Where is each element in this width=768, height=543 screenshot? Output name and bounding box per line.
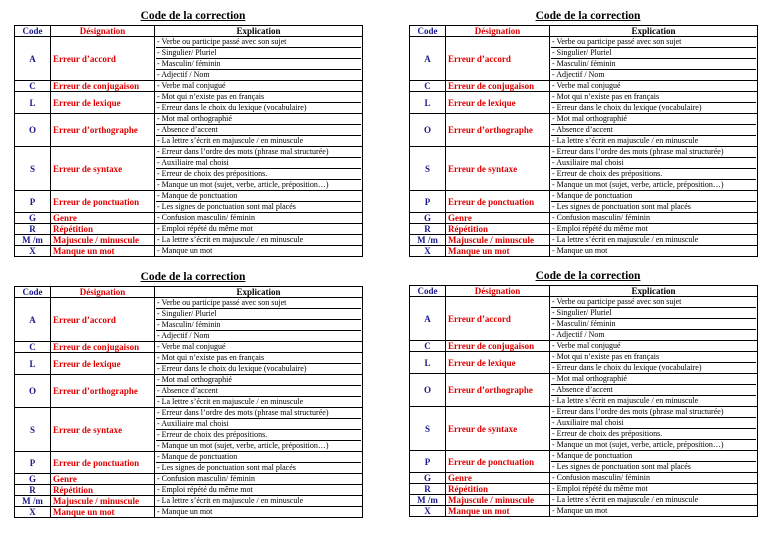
table-row bbox=[15, 235, 363, 246]
error-explication bbox=[550, 147, 758, 191]
explication-line: - Manque un mot (sujet, verbe, article, préposition…) bbox=[551, 179, 756, 190]
header-row bbox=[15, 26, 363, 37]
error-code: S bbox=[15, 147, 51, 191]
explication-line: - Mot mal orthographié bbox=[552, 114, 627, 123]
error-explication bbox=[155, 191, 363, 213]
error-explication bbox=[550, 495, 758, 506]
error-explication bbox=[550, 451, 758, 473]
explication-line: - Mot qui n’existe pas en français bbox=[157, 92, 265, 101]
correction-table bbox=[409, 285, 758, 517]
error-explication bbox=[155, 114, 363, 147]
error-designation: Erreur de syntaxe bbox=[51, 147, 155, 191]
error-designation: Majuscule / minuscule bbox=[446, 235, 550, 246]
explication-line: - Verbe ou participe passé avec son sujet bbox=[552, 37, 682, 46]
error-designation: Erreur de conjugaison bbox=[446, 341, 550, 352]
table-row bbox=[15, 147, 363, 191]
error-code: A bbox=[15, 298, 51, 342]
error-code: X bbox=[410, 246, 446, 257]
header-row bbox=[410, 286, 758, 297]
table-row bbox=[15, 507, 363, 518]
explication-line: - Emploi répété du même mot bbox=[552, 484, 648, 493]
table-row bbox=[410, 506, 758, 517]
error-code: C bbox=[410, 341, 446, 352]
error-code: L bbox=[15, 92, 51, 114]
explication-line: - Les signes de ponctuation sont mal placés bbox=[551, 201, 756, 212]
error-designation: Genre bbox=[446, 213, 550, 224]
explication-line: - Verbe mal conjugué bbox=[157, 342, 226, 351]
explication-line: - Masculin/ féminin bbox=[551, 58, 756, 69]
explication-line: - Mot qui n’existe pas en français bbox=[552, 92, 660, 101]
error-explication bbox=[550, 484, 758, 495]
table-row bbox=[15, 353, 363, 375]
explication-line: - Auxiliaire mal choisi bbox=[551, 157, 756, 168]
error-designation: Erreur de ponctuation bbox=[446, 191, 550, 213]
correction-panel-top-left bbox=[14, 8, 362, 257]
explication-line: - Erreur de choix des prépositions. bbox=[551, 168, 756, 179]
error-explication bbox=[550, 246, 758, 257]
table-row bbox=[410, 352, 758, 374]
table-row bbox=[15, 81, 363, 92]
error-designation: Erreur de syntaxe bbox=[51, 408, 155, 452]
explication-line: - Masculin/ féminin bbox=[156, 319, 361, 330]
error-designation: Erreur de ponctuation bbox=[446, 451, 550, 473]
error-code: X bbox=[15, 507, 51, 518]
error-designation: Genre bbox=[51, 213, 155, 224]
header-code: Code bbox=[410, 26, 446, 37]
error-explication bbox=[155, 147, 363, 191]
header-explication: Explication bbox=[550, 26, 758, 37]
table-row bbox=[15, 246, 363, 257]
error-designation: Erreur d’orthographe bbox=[446, 374, 550, 407]
error-explication bbox=[550, 114, 758, 147]
explication-line: - Manque de ponctuation bbox=[552, 191, 633, 200]
error-designation: Erreur de syntaxe bbox=[446, 407, 550, 451]
error-designation: Répétition bbox=[446, 484, 550, 495]
error-designation: Erreur de conjugaison bbox=[51, 81, 155, 92]
explication-line: - Singulier/ Pluriel bbox=[551, 307, 756, 318]
explication-line: - Absence d’accent bbox=[551, 124, 756, 135]
explication-line: - Verbe ou participe passé avec son sujet bbox=[157, 298, 287, 307]
explication-line: - Confusion masculin/ féminin bbox=[552, 473, 650, 482]
explication-line: - La lettre s’écrit en majuscule / en minuscule bbox=[552, 235, 699, 244]
table-row bbox=[15, 452, 363, 474]
error-code: G bbox=[15, 213, 51, 224]
explication-line: - Les signes de ponctuation sont mal placés bbox=[551, 461, 756, 472]
error-code: C bbox=[15, 81, 51, 92]
error-code: O bbox=[15, 375, 51, 408]
explication-line: - Singulier/ Pluriel bbox=[156, 47, 361, 58]
explication-line: - Singulier/ Pluriel bbox=[156, 308, 361, 319]
error-explication bbox=[155, 298, 363, 342]
panel-title: Code de la correction bbox=[140, 10, 246, 22]
table-row bbox=[410, 224, 758, 235]
header-designation: Désignation bbox=[51, 287, 155, 298]
header-designation: Désignation bbox=[446, 286, 550, 297]
header-designation: Désignation bbox=[446, 26, 550, 37]
error-designation: Erreur d’accord bbox=[446, 297, 550, 341]
table-row bbox=[15, 191, 363, 213]
table-row bbox=[15, 375, 363, 408]
table-row bbox=[410, 297, 758, 341]
explication-line: - Erreur de choix des prépositions. bbox=[156, 429, 361, 440]
explication-line: - Mot qui n’existe pas en français bbox=[552, 352, 660, 361]
error-designation: Erreur d’orthographe bbox=[51, 375, 155, 408]
error-designation: Manque un mot bbox=[51, 507, 155, 518]
error-designation: Manque un mot bbox=[446, 506, 550, 517]
error-explication bbox=[155, 342, 363, 353]
explication-line: - Erreur dans l’ordre des mots (phrase mal structurée) bbox=[552, 407, 724, 416]
table-row bbox=[15, 37, 363, 81]
error-explication bbox=[550, 191, 758, 213]
error-explication bbox=[155, 213, 363, 224]
error-code: X bbox=[15, 246, 51, 257]
error-designation: Majuscule / minuscule bbox=[51, 496, 155, 507]
error-explication bbox=[550, 352, 758, 374]
error-code: P bbox=[15, 452, 51, 474]
error-code: A bbox=[15, 37, 51, 81]
explication-line: - Erreur de choix des prépositions. bbox=[156, 168, 361, 179]
table-row bbox=[410, 81, 758, 92]
explication-line: - Emploi répété du même mot bbox=[157, 224, 253, 233]
error-explication bbox=[550, 235, 758, 246]
explication-line: - Manque un mot bbox=[157, 507, 213, 516]
table-row bbox=[15, 114, 363, 147]
table-row bbox=[410, 484, 758, 495]
correction-table bbox=[409, 25, 758, 257]
error-designation: Erreur de lexique bbox=[446, 352, 550, 374]
explication-line: - La lettre s’écrit en majuscule / en minuscule bbox=[551, 395, 756, 406]
error-code: M /m bbox=[15, 496, 51, 507]
error-code: G bbox=[15, 474, 51, 485]
explication-line: - Les signes de ponctuation sont mal placés bbox=[156, 201, 361, 212]
header-explication: Explication bbox=[550, 286, 758, 297]
error-explication bbox=[155, 408, 363, 452]
explication-line: - Singulier/ Pluriel bbox=[551, 47, 756, 58]
table-row bbox=[410, 114, 758, 147]
explication-line: - Verbe mal conjugué bbox=[552, 81, 621, 90]
explication-line: - La lettre s’écrit en majuscule / en minuscule bbox=[552, 495, 699, 504]
header-explication: Explication bbox=[155, 26, 363, 37]
error-designation: Majuscule / minuscule bbox=[446, 495, 550, 506]
error-code: R bbox=[15, 224, 51, 235]
table-row bbox=[410, 92, 758, 114]
error-explication bbox=[155, 452, 363, 474]
error-explication bbox=[550, 374, 758, 407]
explication-line: - Manque un mot bbox=[157, 246, 213, 255]
explication-line: - Auxiliaire mal choisi bbox=[156, 157, 361, 168]
explication-line: - Erreur dans le choix du lexique (vocabulaire) bbox=[551, 362, 756, 373]
table-row bbox=[410, 341, 758, 352]
explication-line: - La lettre s’écrit en majuscule / en minuscule bbox=[156, 135, 361, 146]
error-explication bbox=[550, 224, 758, 235]
table-row bbox=[410, 374, 758, 407]
error-explication bbox=[155, 375, 363, 408]
error-code: S bbox=[410, 147, 446, 191]
explication-line: - Emploi répété du même mot bbox=[552, 224, 648, 233]
error-explication bbox=[155, 507, 363, 518]
explication-line: - Adjectif / Nom bbox=[551, 329, 756, 340]
table-row bbox=[410, 213, 758, 224]
error-designation: Répétition bbox=[51, 485, 155, 496]
explication-line: - Erreur de choix des prépositions. bbox=[551, 428, 756, 439]
error-code: R bbox=[410, 484, 446, 495]
explication-line: - Manque un mot (sujet, verbe, article, préposition…) bbox=[551, 439, 756, 450]
explication-line: - Manque un mot (sujet, verbe, article, préposition…) bbox=[156, 440, 361, 451]
error-code: R bbox=[410, 224, 446, 235]
panel-title: Code de la correction bbox=[140, 271, 246, 283]
explication-line: - Absence d’accent bbox=[551, 384, 756, 395]
explication-line: - Manque de ponctuation bbox=[157, 191, 238, 200]
explication-line: - Auxiliaire mal choisi bbox=[551, 417, 756, 428]
error-code: X bbox=[410, 506, 446, 517]
explication-line: - Erreur dans l’ordre des mots (phrase mal structurée) bbox=[157, 408, 329, 417]
error-designation: Répétition bbox=[446, 224, 550, 235]
error-designation: Erreur d’accord bbox=[51, 298, 155, 342]
header-row bbox=[410, 26, 758, 37]
header-row bbox=[15, 287, 363, 298]
correction-panel-bottom-left bbox=[14, 269, 362, 518]
error-designation: Erreur de lexique bbox=[51, 92, 155, 114]
error-code: L bbox=[410, 92, 446, 114]
error-explication bbox=[155, 474, 363, 485]
explication-line: - Manque un mot bbox=[552, 506, 608, 515]
error-code: A bbox=[410, 37, 446, 81]
correction-table bbox=[14, 25, 363, 257]
table-row bbox=[410, 407, 758, 451]
error-designation: Erreur de conjugaison bbox=[51, 342, 155, 353]
error-code: M /m bbox=[410, 235, 446, 246]
error-designation: Erreur de conjugaison bbox=[446, 81, 550, 92]
table-row bbox=[410, 451, 758, 473]
explication-line: - Erreur dans le choix du lexique (vocabulaire) bbox=[551, 102, 756, 113]
error-designation: Erreur de ponctuation bbox=[51, 191, 155, 213]
explication-line: - Mot mal orthographié bbox=[157, 375, 232, 384]
error-explication bbox=[155, 224, 363, 235]
explication-line: - La lettre s’écrit en majuscule / en minuscule bbox=[156, 396, 361, 407]
explication-line: - Les signes de ponctuation sont mal placés bbox=[156, 462, 361, 473]
error-explication bbox=[550, 407, 758, 451]
explication-line: - Absence d’accent bbox=[156, 124, 361, 135]
table-row bbox=[410, 473, 758, 484]
table-row bbox=[15, 213, 363, 224]
error-explication bbox=[155, 485, 363, 496]
error-explication bbox=[550, 81, 758, 92]
explication-line: - Verbe mal conjugué bbox=[157, 81, 226, 90]
explication-line: - Emploi répété du même mot bbox=[157, 485, 253, 494]
table-row bbox=[15, 92, 363, 114]
table-row bbox=[15, 496, 363, 507]
explication-line: - Confusion masculin/ féminin bbox=[552, 213, 650, 222]
table-row bbox=[15, 342, 363, 353]
explication-line: - Erreur dans le choix du lexique (vocabulaire) bbox=[156, 102, 361, 113]
error-designation: Manque un mot bbox=[446, 246, 550, 257]
error-explication bbox=[550, 297, 758, 341]
table-row bbox=[15, 485, 363, 496]
error-code: C bbox=[410, 81, 446, 92]
error-code: G bbox=[410, 213, 446, 224]
explication-line: - La lettre s’écrit en majuscule / en minuscule bbox=[157, 235, 304, 244]
error-code: C bbox=[15, 342, 51, 353]
explication-line: - Absence d’accent bbox=[156, 385, 361, 396]
error-designation: Erreur d’accord bbox=[51, 37, 155, 81]
header-explication: Explication bbox=[155, 287, 363, 298]
table-row bbox=[410, 246, 758, 257]
header-designation: Désignation bbox=[51, 26, 155, 37]
explication-line: - Erreur dans le choix du lexique (vocabulaire) bbox=[156, 363, 361, 374]
explication-line: - Manque de ponctuation bbox=[552, 451, 633, 460]
explication-line: - Erreur dans l’ordre des mots (phrase mal structurée) bbox=[157, 147, 329, 156]
explication-line: - Manque de ponctuation bbox=[157, 452, 238, 461]
error-code: P bbox=[15, 191, 51, 213]
table-row bbox=[410, 37, 758, 81]
error-designation: Erreur d’orthographe bbox=[51, 114, 155, 147]
explication-line: - Mot mal orthographié bbox=[157, 114, 232, 123]
error-explication bbox=[155, 92, 363, 114]
explication-line: - Verbe mal conjugué bbox=[552, 341, 621, 350]
error-explication bbox=[550, 213, 758, 224]
error-designation: Genre bbox=[51, 474, 155, 485]
explication-line: - Erreur dans l’ordre des mots (phrase mal structurée) bbox=[552, 147, 724, 156]
error-designation: Répétition bbox=[51, 224, 155, 235]
error-designation: Erreur de lexique bbox=[446, 92, 550, 114]
error-code: R bbox=[15, 485, 51, 496]
explication-line: - Mot qui n’existe pas en français bbox=[157, 353, 265, 362]
error-explication bbox=[550, 341, 758, 352]
explication-line: - Auxiliaire mal choisi bbox=[156, 418, 361, 429]
explication-line: - Masculin/ féminin bbox=[551, 318, 756, 329]
explication-line: - Confusion masculin/ féminin bbox=[157, 213, 255, 222]
error-designation: Manque un mot bbox=[51, 246, 155, 257]
table-row bbox=[410, 235, 758, 246]
table-row bbox=[15, 474, 363, 485]
error-explication bbox=[550, 506, 758, 517]
explication-line: - Verbe ou participe passé avec son sujet bbox=[552, 297, 682, 306]
explication-line: - La lettre s’écrit en majuscule / en minuscule bbox=[551, 135, 756, 146]
error-code: L bbox=[15, 353, 51, 375]
error-code: S bbox=[410, 407, 446, 451]
explication-line: - Verbe ou participe passé avec son sujet bbox=[157, 37, 287, 46]
error-designation: Erreur de ponctuation bbox=[51, 452, 155, 474]
table-row bbox=[410, 191, 758, 213]
table-row bbox=[15, 298, 363, 342]
correction-table bbox=[14, 286, 363, 518]
error-explication bbox=[155, 496, 363, 507]
explication-line: - Adjectif / Nom bbox=[551, 69, 756, 80]
error-explication bbox=[550, 92, 758, 114]
error-code: S bbox=[15, 408, 51, 452]
table-row bbox=[15, 224, 363, 235]
explication-line: - Mot mal orthographié bbox=[552, 374, 627, 383]
correction-panel-bottom-right bbox=[409, 268, 757, 517]
error-explication bbox=[155, 246, 363, 257]
error-code: A bbox=[410, 297, 446, 341]
error-explication bbox=[155, 353, 363, 375]
error-explication bbox=[155, 37, 363, 81]
error-code: P bbox=[410, 451, 446, 473]
header-code: Code bbox=[15, 287, 51, 298]
panel-title: Code de la correction bbox=[535, 270, 641, 282]
error-explication bbox=[550, 473, 758, 484]
error-explication bbox=[550, 37, 758, 81]
table-row bbox=[410, 147, 758, 191]
error-code: O bbox=[15, 114, 51, 147]
explication-line: - La lettre s’écrit en majuscule / en minuscule bbox=[157, 496, 304, 505]
error-explication bbox=[155, 235, 363, 246]
table-row bbox=[410, 495, 758, 506]
error-code: G bbox=[410, 473, 446, 484]
panel-title: Code de la correction bbox=[535, 10, 641, 22]
error-code: L bbox=[410, 352, 446, 374]
error-designation: Erreur d’accord bbox=[446, 37, 550, 81]
error-designation: Erreur de syntaxe bbox=[446, 147, 550, 191]
explication-line: - Confusion masculin/ féminin bbox=[157, 474, 255, 483]
error-explication bbox=[155, 81, 363, 92]
explication-line: - Masculin/ féminin bbox=[156, 58, 361, 69]
error-code: M /m bbox=[410, 495, 446, 506]
header-code: Code bbox=[410, 286, 446, 297]
table-row bbox=[15, 408, 363, 452]
header-code: Code bbox=[15, 26, 51, 37]
error-code: O bbox=[410, 114, 446, 147]
correction-panel-top-right bbox=[409, 8, 757, 257]
error-designation: Erreur d’orthographe bbox=[446, 114, 550, 147]
explication-line: - Adjectif / Nom bbox=[156, 69, 361, 80]
error-designation: Majuscule / minuscule bbox=[51, 235, 155, 246]
error-code: M /m bbox=[15, 235, 51, 246]
error-code: O bbox=[410, 374, 446, 407]
error-designation: Genre bbox=[446, 473, 550, 484]
error-designation: Erreur de lexique bbox=[51, 353, 155, 375]
error-code: P bbox=[410, 191, 446, 213]
explication-line: - Adjectif / Nom bbox=[156, 330, 361, 341]
explication-line: - Manque un mot bbox=[552, 246, 608, 255]
explication-line: - Manque un mot (sujet, verbe, article, préposition…) bbox=[156, 179, 361, 190]
